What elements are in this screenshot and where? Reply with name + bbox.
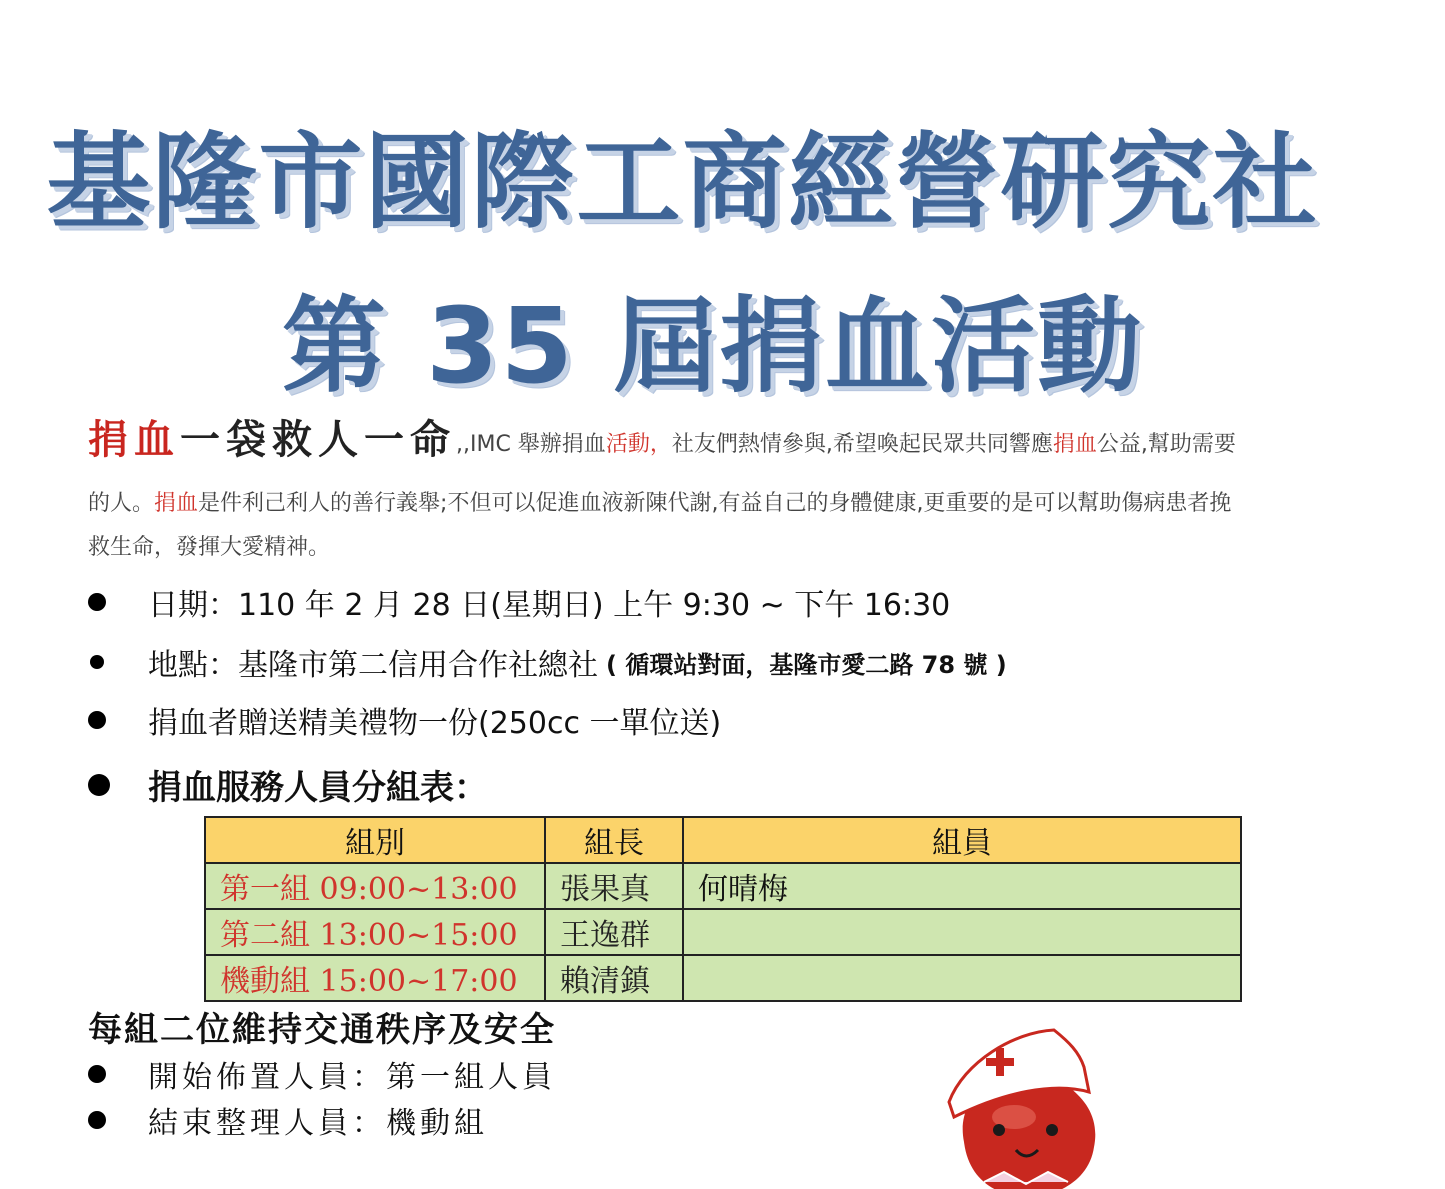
- slogan: [88, 416, 456, 463]
- bullet-setup: [88, 1052, 556, 1096]
- intro-part2-red: 捐血: [1052, 432, 1097, 457]
- group-members: 何晴梅: [683, 863, 1241, 909]
- bullet-cleanup: [88, 1098, 488, 1142]
- intro-part1-red: 活動，: [605, 432, 672, 457]
- bullet-location: [88, 640, 1007, 684]
- intro-part2: 社友們熱情參與,希望喚起民眾共同響應: [671, 432, 1053, 457]
- intro-part1: ,,IMC 舉辦捐血: [456, 432, 606, 457]
- intro-line1: [88, 418, 1378, 467]
- setup-text: 開始佈置人員：第一組人員: [148, 1060, 556, 1095]
- group-name: 第二組 13:00~15:00: [205, 909, 545, 955]
- bullet-dot-icon: [88, 711, 106, 729]
- header-leader: 組長: [545, 817, 683, 863]
- bullet-dot-icon: [88, 593, 106, 611]
- group-table: [204, 816, 1242, 1002]
- group-leader: 張果真: [545, 863, 683, 909]
- location-text: 地點：基隆市第二信用合作社總社: [148, 648, 598, 683]
- table-header-row: [205, 817, 1241, 863]
- group-members: [683, 909, 1241, 955]
- traffic-note: 每組二位維持交通秩序及安全: [88, 1010, 556, 1050]
- table-row: [205, 863, 1241, 909]
- blood-drop-nurse-mascot-icon: [944, 1022, 1114, 1189]
- gift-text: 捐血者贈送精美禮物一份(250cc 一單位送): [148, 706, 722, 741]
- table-row: [205, 909, 1241, 955]
- bullet-gift: [88, 698, 721, 742]
- cleanup-text: 結束整理人員：機動組: [148, 1106, 488, 1141]
- bullet-table-heading: [88, 760, 488, 809]
- bullet-dot-icon: [88, 1111, 106, 1129]
- group-name: 第一組 09:00~13:00: [205, 863, 545, 909]
- bullet-dot-icon: [88, 1065, 106, 1083]
- header-members: 組員: [683, 817, 1241, 863]
- group-members: [683, 955, 1241, 1001]
- table-row: [205, 955, 1241, 1001]
- group-name: 機動組 15:00~17:00: [205, 955, 545, 1001]
- bullet-dot-icon: [88, 774, 110, 796]
- bullet-date: [88, 580, 950, 624]
- header-group: 組別: [205, 817, 545, 863]
- intro-line2: [88, 482, 1378, 570]
- group-leader: 王逸群: [545, 909, 683, 955]
- title-line2: 第 35 屆捐血活動: [281, 285, 1144, 407]
- bullet-dot-icon: [90, 655, 104, 669]
- intro-line2-red: 捐血: [154, 491, 199, 516]
- slogan-rest: 一袋救人一命: [180, 416, 456, 463]
- date-text: 日期：110 年 2 月 28 日(星期日) 上午 9:30 ~ 下午 16:30: [148, 588, 951, 623]
- table-heading: 捐血服務人員分組表：: [148, 768, 488, 808]
- group-leader: 賴清鎮: [545, 955, 683, 1001]
- intro-line2-rest: 是件利己利人的善行義舉;不但可以促進血液新陳代謝,有益自己的身體健康,更重要的是可以幫助傷病患者挽: [198, 491, 1232, 516]
- intro-part3: 公益,幫助需要: [1096, 432, 1236, 457]
- title-line1: 基隆市國際工商經營研究社: [46, 121, 1319, 243]
- slogan-red: 捐血: [88, 416, 180, 463]
- intro-line3: 救生命，發揮大愛精神。: [88, 535, 331, 560]
- intro-line2-start: 的人。: [88, 491, 155, 516]
- location-detail: ( 循環站對面，基隆市愛二路 78 號 ): [606, 650, 1007, 679]
